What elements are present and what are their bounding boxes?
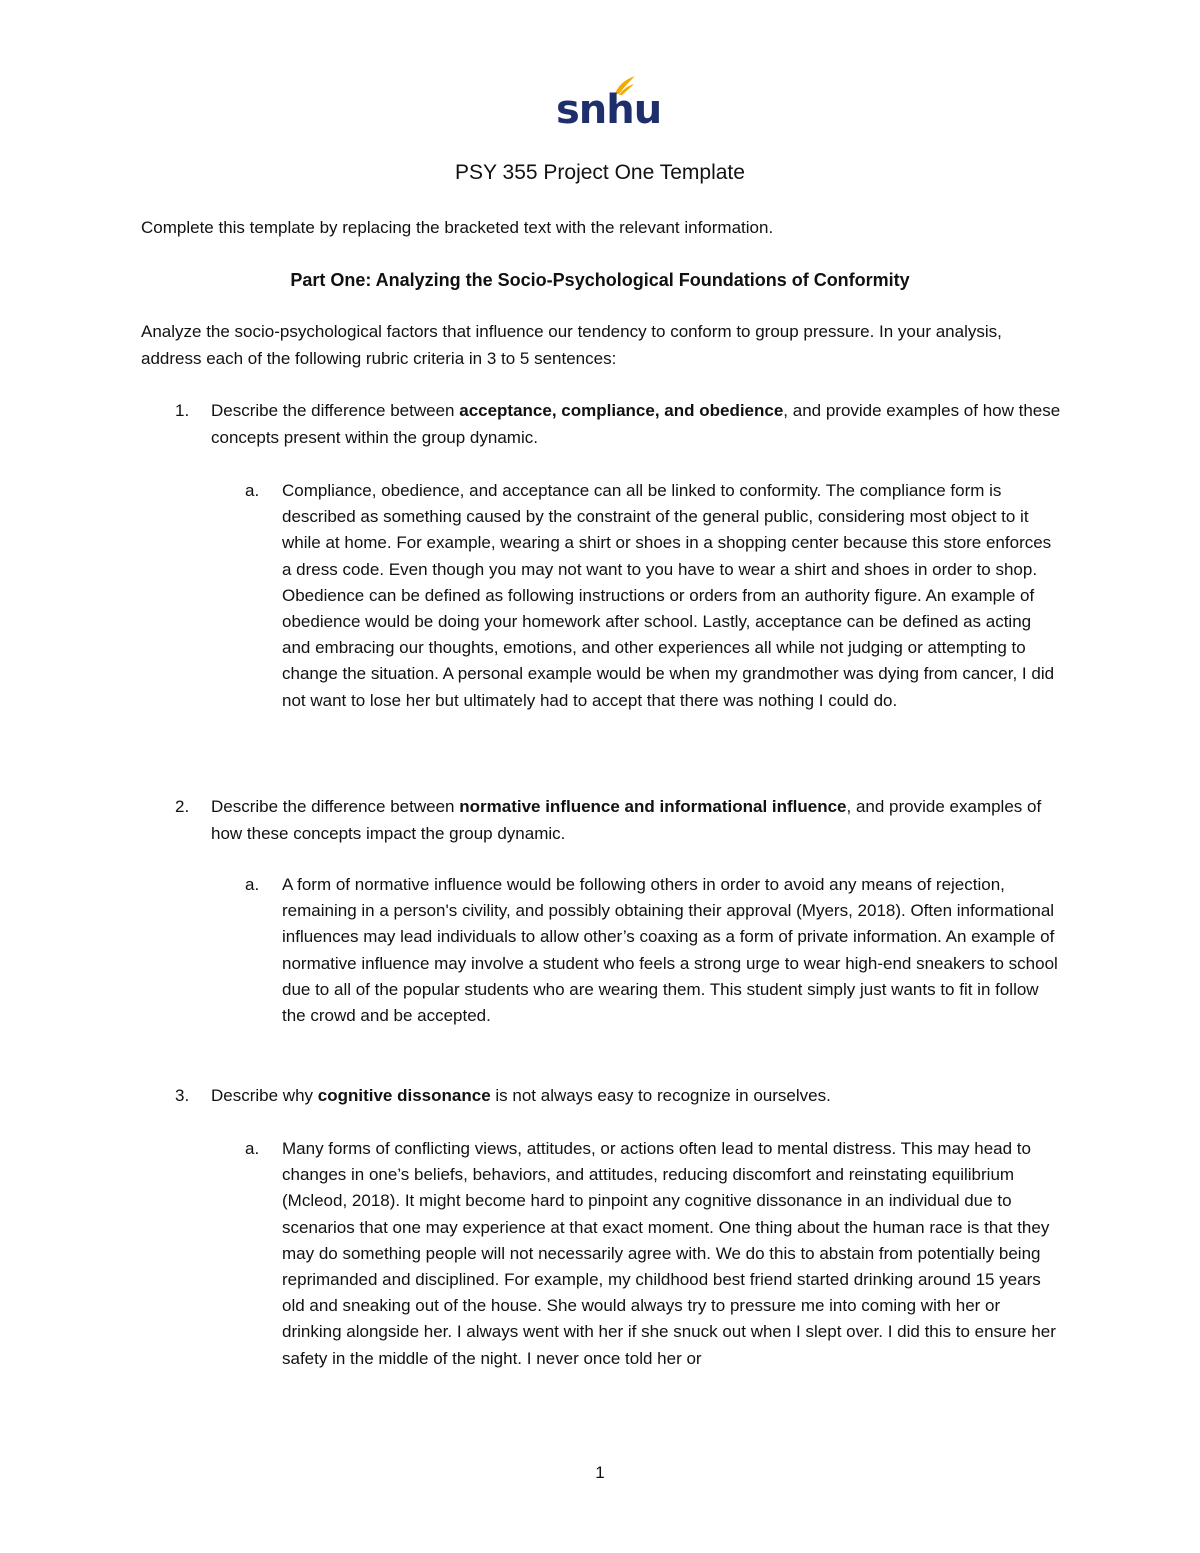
question-suffix: , and provide examples of how these concepts impact the group dynamic. xyxy=(211,797,1042,843)
answer-letter: a. xyxy=(245,481,260,500)
question-prefix: Describe the difference between xyxy=(211,401,460,420)
question-term: cognitive dissonance xyxy=(317,1086,491,1105)
question-text xyxy=(211,398,1061,451)
answer-1 xyxy=(141,478,1061,714)
question-suffix: is not always easy to recognize in ourselves. xyxy=(490,1086,831,1105)
snhu-logo xyxy=(556,74,662,134)
question-term: normative influence and informational influence xyxy=(459,797,847,816)
answer-3 xyxy=(141,1136,1061,1372)
question-term: acceptance, compliance, and obedience xyxy=(459,401,784,420)
question-suffix: , and provide examples of how these concepts present within the group dynamic. xyxy=(211,401,1061,447)
answer-2 xyxy=(141,872,1061,1029)
intro-text: Complete this template by replacing the bracketed text with the relevant information. xyxy=(141,218,774,237)
page-number: 1 xyxy=(595,1463,605,1482)
question-3 xyxy=(141,1083,1061,1110)
section-heading: Part One: Analyzing the Socio-Psychological Foundations of Conformity xyxy=(290,270,910,290)
answer-text: Many forms of conflicting views, attitudes, or actions often lead to mental distress. This may head to changes in one’s beliefs, behaviors, and attitudes, reducing discomfort and reinstating equilibrium (Mcleod, 2018). It might become hard to pinpoint any cognitive dissonance in an individual due to scenarios that one may experience at that exact moment. One thing about the human race is that they may do something people will not necessarily agree with. We do this to abstain from potentially being reprimanded and disciplined. For example, my childhood best friend started drinking around 15 years old and sneaking out of the house. She would always try to pressure me into coming with her or drinking alongside her. I always went with her if she snuck out when I slept over. I did this to ensure her safety in the middle of the night. I never once told her or xyxy=(282,1139,1056,1368)
answer-text: A form of normative influence would be following others in order to avoid any means of rejection, remaining in a person's civility, and possibly obtaining their approval (Myers, 2018). Often informational influences may lead individuals to allow other’s coaxing as a form of private information. An example of normative influence may involve a student who feels a strong urge to wear high-end sneakers to school due to all of the popular students who are wearing them. This student simply just wants to fit in follow the crowd and be accepted. xyxy=(282,875,1058,1026)
question-number: 2. xyxy=(175,797,190,816)
question-text xyxy=(211,1083,1061,1110)
question-1 xyxy=(141,398,1061,451)
question-2 xyxy=(141,794,1061,847)
answer-text: Compliance, obedience, and acceptance can all be linked to conformity. The compliance form is described as something caused by the constraint of the general public, considering most object to it while at home. For example, wearing a shirt or shoes in a shopping center because this store enforces a dress code. Even though you may not want to you have to wear a shirt and shoes in order to shop. Obedience can be defined as following instructions or orders from an authority figure. An example of obedience would be doing your homework after school. Lastly, acceptance can be defined as acting and embracing our thoughts, emotions, and other experiences all while not judging or attempting to change the situation. A personal example would be when my grandmother was dying from cancer, I did not want to lose her but ultimately had to accept that there was nothing I could do. xyxy=(282,481,1055,710)
answer-letter: a. xyxy=(245,875,260,894)
answer-letter: a. xyxy=(245,1139,260,1158)
analyze-paragraph: Analyze the socio-psychological factors that influence our tendency to conform to group pressure. In your analysis, address each of the following rubric criteria in 3 to 5 sentences: xyxy=(141,322,1002,368)
question-number: 1. xyxy=(175,401,190,420)
question-prefix: Describe the difference between xyxy=(211,797,460,816)
document-title: PSY 355 Project One Template xyxy=(455,161,745,184)
question-number: 3. xyxy=(175,1086,190,1105)
question-text xyxy=(211,794,1061,847)
question-prefix: Describe why xyxy=(211,1086,318,1105)
logo-wordmark: snhu xyxy=(556,87,662,133)
